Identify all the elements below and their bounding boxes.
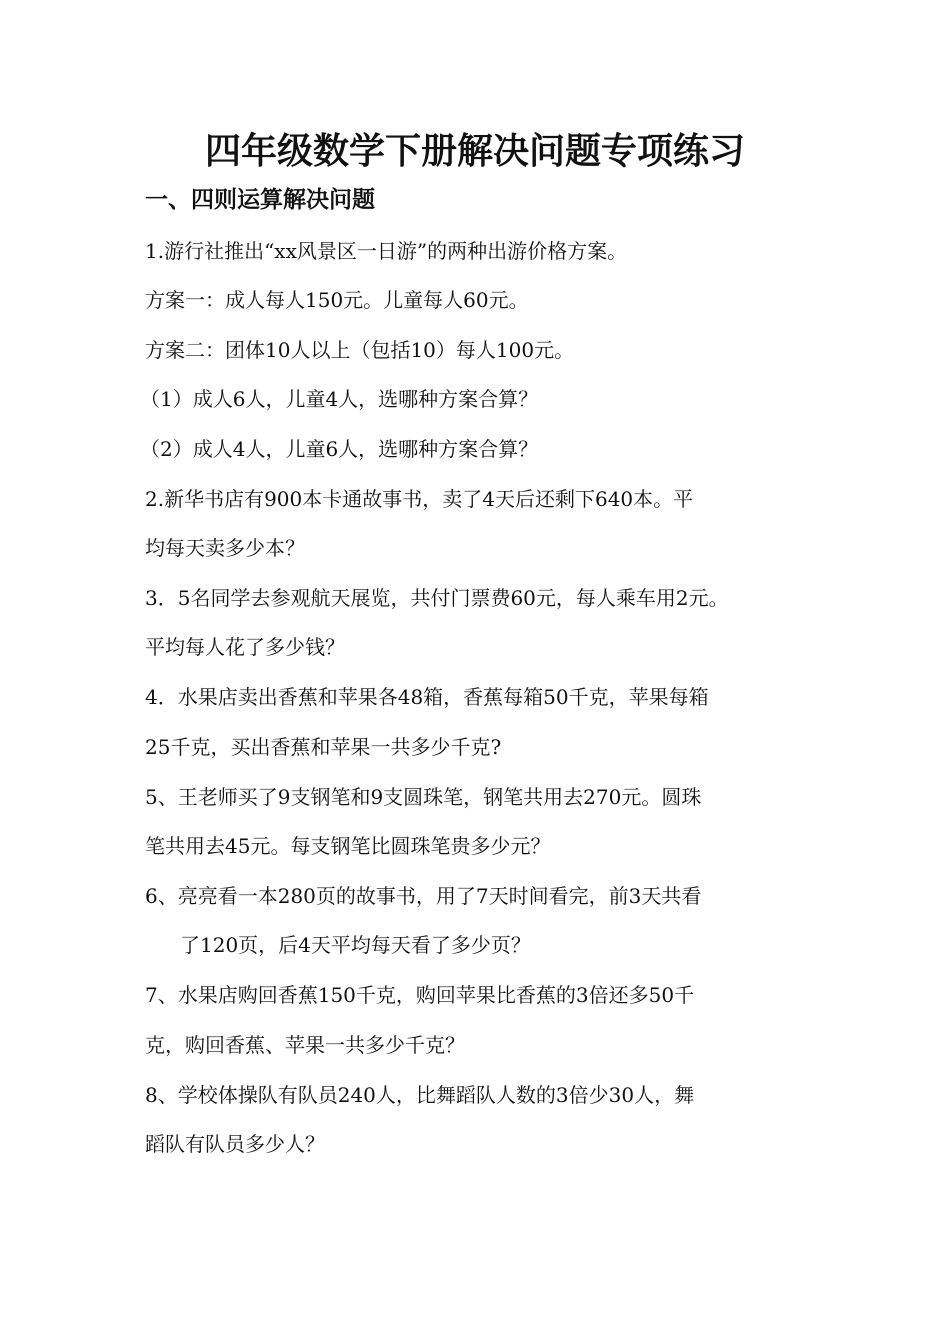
problem-3-line-1: 3．5名同学去参观航天展览，共付门票费60元，每人乘车用2元。: [145, 586, 729, 610]
problem-6-line-1: 6、亮亮看一本280页的故事书，用了7天时间看完，前3天共看: [145, 884, 702, 908]
problem-6-line-2: 了120页，后4天平均每天看了多少页？: [180, 933, 531, 957]
problem-7-line-1: 7、水果店购回香蕉150千克，购回苹果比香蕉的3倍还多50千: [145, 983, 695, 1007]
problem-1-plan-one: 方案一：成人每人150元。儿童每人60元。: [145, 288, 529, 312]
problem-4-line-1: 4．水果店卖出香蕉和苹果各48箱，香蕉每箱50千克，苹果每箱: [145, 685, 709, 709]
problem-3-line-2: 平均每人花了多少钱？: [145, 635, 345, 659]
problem-7-line-2: 克，购回香蕉、苹果一共多少千克？: [145, 1033, 465, 1057]
section-heading: 一、四则运算解决问题: [145, 187, 375, 213]
problem-1-question-2: （2）成人4人，儿童6人，选哪种方案合算？: [140, 437, 539, 461]
problem-1-intro: 1.游行社推出“xx风景区一日游”的两种出游价格方案。: [145, 239, 628, 263]
problem-2-line-1: 2.新华书店有900本卡通故事书，卖了4天后还剩下640本。平: [145, 487, 694, 511]
problem-8-line-2: 蹈队有队员多少人？: [145, 1132, 325, 1156]
problem-4-line-2: 25千克，买出香蕉和苹果一共多少千克?: [145, 735, 502, 759]
problem-5-line-1: 5、王老师买了9支钢笔和9支圆珠笔，钢笔共用去270元。圆珠: [145, 785, 702, 809]
page-title: 四年级数学下册解决问题专项练习: [204, 131, 745, 172]
problem-1-plan-two: 方案二：团体10人以上（包括10）每人100元。: [145, 338, 575, 362]
problem-8-line-1: 8、学校体操队有队员240人，比舞蹈队人数的3倍少30人，舞: [145, 1083, 695, 1107]
problem-2-line-2: 均每天卖多少本？: [145, 536, 305, 560]
problem-5-line-2: 笔共用去45元。每支钢笔比圆珠笔贵多少元？: [145, 834, 551, 858]
problem-1-question-1: （1）成人6人，儿童4人，选哪种方案合算？: [140, 387, 539, 411]
